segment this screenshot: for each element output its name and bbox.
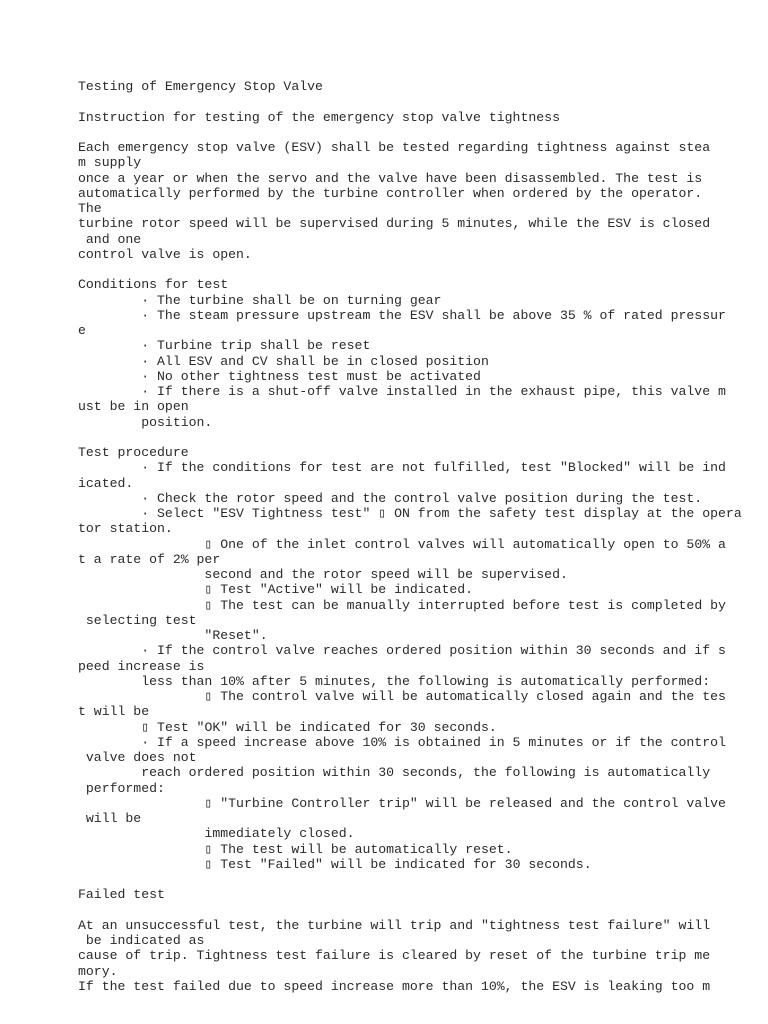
text-line: peed increase is	[78, 658, 205, 674]
text-line: automatically performed by the turbine controller when ordered by the operator.	[78, 185, 703, 201]
text-line: Test procedure	[78, 445, 189, 460]
text-line: · If a speed increase above 10% is obtained in 5 minutes or if the control	[78, 734, 726, 750]
text-line: · The steam pressure upstream the ESV shall be above 35 % of rated pressur	[78, 307, 726, 323]
text-line: turbine rotor speed will be supervised during 5 minutes, while the ESV is closed	[78, 216, 711, 232]
text-line: valve does not	[78, 750, 197, 765]
text-line: mory.	[78, 963, 118, 979]
text-line: control valve is open.	[78, 246, 252, 262]
text-line: will be	[78, 811, 142, 826]
text-line: ust be in open	[78, 399, 189, 415]
text-line: e	[78, 323, 86, 338]
text-line: ▯ The test can be manually interrupted before test is completed by	[78, 597, 726, 613]
text-line: Failed test	[78, 887, 165, 903]
text-line: icated.	[78, 475, 134, 491]
text-line: t will be	[78, 704, 150, 720]
text-line: m supply	[78, 155, 142, 171]
text-line: ▯ Test "OK" will be indicated for 30 seconds.	[78, 719, 497, 735]
text-line: If the test failed due to speed increase more than 10%, the ESV is leaking too m	[78, 978, 711, 994]
text-line: · If the conditions for test are not fulfilled, test "Blocked" will be ind	[78, 460, 726, 476]
text-line: · If there is a shut-off valve installed in the exhaust pipe, this valve m	[78, 384, 726, 399]
text-line: less than 10% after 5 minutes, the following is automatically performed:	[78, 673, 711, 689]
text-line: Testing of Emergency Stop Valve	[78, 79, 323, 94]
text-line: immediately closed.	[78, 826, 355, 842]
text-line: Each emergency stop valve (ESV) shall be tested regarding tightness against stea	[78, 140, 711, 155]
text-line: ▯ One of the inlet control valves will automatically open to 50% a	[78, 536, 726, 552]
text-line: ▯ "Turbine Controller trip" will be released and the control valve	[78, 795, 726, 811]
text-line: Instruction for testing of the emergency stop valve tightness	[78, 109, 560, 125]
text-line: "Reset".	[78, 628, 268, 643]
text-line: ▯ The test will be automatically reset.	[78, 841, 513, 857]
text-line: be indicated as	[78, 933, 205, 948]
text-line: At an unsuccessful test, the turbine will trip and "tightness test failure" will	[78, 917, 711, 933]
text-line: selecting test	[78, 612, 197, 628]
text-line: ▯ The control valve will be automatically closed again and the tes	[78, 689, 726, 704]
text-line: The	[78, 201, 102, 216]
text-line: ▯ Test "Failed" will be indicated for 30 seconds.	[78, 856, 592, 872]
text-line: once a year or when the servo and the valve have been disassembled. The test is	[78, 170, 703, 186]
text-line: tor station.	[78, 521, 173, 537]
text-line: · All ESV and CV shall be in closed position	[78, 353, 489, 369]
text-line: second and the rotor speed will be supervised.	[78, 567, 568, 582]
text-line: Conditions for test	[78, 277, 229, 293]
text-line: position.	[78, 414, 213, 430]
text-line: ▯ Test "Active" will be indicated.	[78, 582, 474, 598]
text-line: cause of trip. Tightness test failure is cleared by reset of the turbine trip me	[78, 948, 711, 964]
text-line: · If the control valve reaches ordered position within 30 seconds and if s	[78, 643, 726, 659]
text-line: · Check the rotor speed and the control valve position during the test.	[78, 490, 703, 506]
text-line: · No other tightness test must be activated	[78, 368, 481, 384]
text-line: reach ordered position within 30 seconds, the following is automatically	[78, 765, 711, 781]
text-line: · Select "ESV Tightness test" ▯ ON from the safety test display at the opera	[78, 506, 742, 521]
text-line: · Turbine trip shall be reset	[78, 338, 371, 354]
text-line: and one	[78, 231, 142, 247]
text-line: performed:	[78, 780, 165, 796]
text-line: t a rate of 2% per	[78, 551, 221, 567]
text-line: · The turbine shall be on turning gear	[78, 292, 442, 308]
